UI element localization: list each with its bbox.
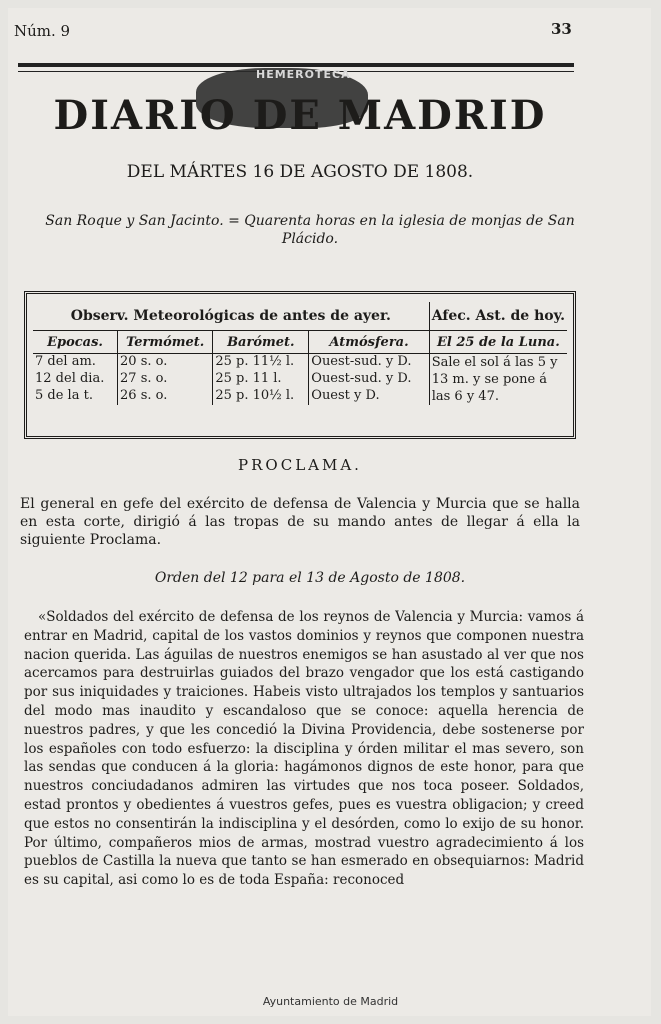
obs-title-left: Observ. Meteorológicas de antes de ayer. [33, 302, 429, 331]
obs-title-right: Afec. Ast. de hoy. [429, 302, 567, 331]
archive-credit: Ayuntamiento de Madrid [262, 995, 399, 1008]
proclama-body: «Soldados del exército de defensa de los reynos de Valencia y Murcia: vamos á entrar en Madrid, capital de los vastos dominios y reynos que componen nuestra nacion querida. Las águilas de nuestros enemigos se han asustado al ver que nos acercamos para destruirlas guiados del brazo vengador que los está castigando por sus iniquidades y traiciones. Habeis visto ultrajados los templos y santuarios del modo mas inaudito y escandaloso que se conoce: aquella herencia de nuestros padres, y que les concedió la Divina Providencia, debe sostenerse por los españoles con todo esfuerzo: la disciplina y órden militar el mas severo, son las sendas que conducen á la gloria: hagámonos dignos de este honor, para que nuestros conciudadanos admiren las virtudes que nos toca poseer. Soldados, estad prontos y obedientes á vuestros gefes, pues es vuestra obligacion; y creed que estos no consentirán la indisciplina y el desórden, como lo exijo de su honor. Por último, compañeros mios de armas, mostrad vuestro agradecimiento á los pueblos de Castilla la nueva que tanto se han esmerado en obsequiarnos: Madrid es su capital, asi como lo es de toda España: reconoced [24, 609, 584, 889]
cell-epoca: 5 de la t. [33, 388, 118, 405]
astro-note: Sale el sol á las 5 y 13 m. y se pone á las 6 y 47. [431, 355, 558, 404]
page-number: 33 [551, 20, 572, 38]
orden-line: Orden del 12 para el 13 de Agosto de 1808. [154, 570, 466, 586]
masthead-title: DIARIO DE MADRID [53, 92, 547, 139]
table-row [33, 354, 567, 372]
cell-termometro: 26 s. o. [118, 388, 213, 405]
cell-atmosfera: Ouest y D. [309, 388, 429, 405]
cell-barometro: 25 p. 11½ l. [213, 354, 309, 372]
stamp-label: HEMEROTECA [256, 68, 351, 81]
proclama-intro: El general en gefe del exército de defensa de Valencia y Murcia que se halla en esta corte, dirigió á las tropas de su mando antes de llegar á ella la siguiente Proclama. [20, 496, 580, 548]
col-barometro: Barómet. [213, 331, 309, 354]
col-atmosfera: Atmósfera. [309, 331, 429, 354]
cell-atmosfera: Ouest-sud. y D. [309, 371, 429, 388]
col-luna: El 25 de la Luna. [429, 331, 567, 354]
cell-termometro: 20 s. o. [118, 354, 213, 372]
saints-line: San Roque y San Jacinto. = Quarenta horas en la iglesia de monjas de San Plácido. [45, 213, 575, 247]
cell-atmosfera: Ouest-sud. y D. [309, 354, 429, 372]
col-termometro: Termómet. [118, 331, 213, 354]
cell-termometro: 27 s. o. [118, 371, 213, 388]
observations-box [24, 291, 576, 439]
cell-epoca: 7 del am. [33, 354, 118, 372]
cell-epoca: 12 del dia. [33, 371, 118, 388]
cell-barometro: 25 p. 11 l. [213, 371, 309, 388]
section-heading: PROCLAMA. [238, 456, 362, 474]
observations-table [33, 302, 567, 405]
col-epocas: Epocas. [33, 331, 118, 354]
issue-number: Núm. 9 [14, 22, 71, 40]
cell-barometro: 25 p. 10½ l. [213, 388, 309, 405]
masthead-date: DEL MÁRTES 16 DE AGOSTO DE 1808. [126, 162, 474, 182]
